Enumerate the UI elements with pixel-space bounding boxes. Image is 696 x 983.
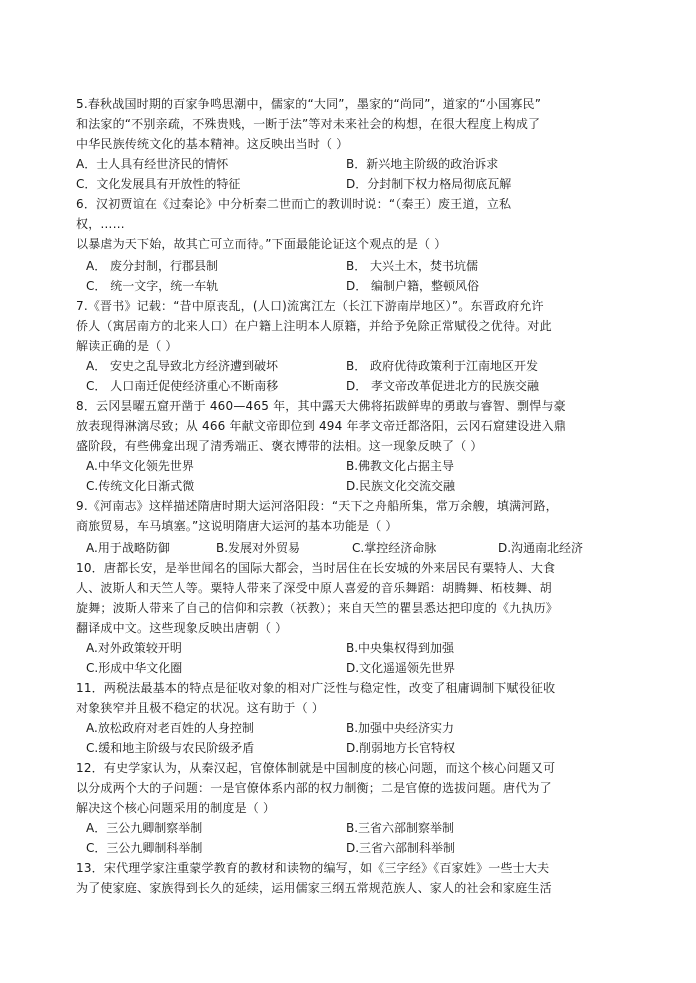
q11-option-d: D.削弱地方长官特权: [346, 741, 456, 755]
q6-option-c: C． 统一文字，统一车轨: [86, 279, 219, 293]
q10-line-3: 旋舞；波斯人带来了自己的信仰和宗教（祆教）；来自天竺的瞿昙悉达把印度的《九执历》: [76, 601, 559, 615]
q7-option-d: D． 孝文帝改革促进北方的民族交融: [346, 379, 540, 393]
q5-option-d: D．分封制下权力格局彻底瓦解: [346, 177, 512, 191]
q8-option-c: C.传统文化日渐式微: [86, 479, 195, 493]
q5-line-3: 中华民族传统文化的基本精神。这反映出当时（ ）: [76, 137, 349, 151]
q12-option-c: C．三公九卿制科举制: [86, 841, 203, 855]
q11-line-1: 11．两税法最基本的特点是征收对象的相对广泛性与稳定性，改变了租庸调制下赋役征收: [76, 681, 556, 695]
q13-line-2: 为了使家庭、家族得到长久的延续，运用儒家三纲五常规范族人、家人的社会和家庭生活: [76, 881, 552, 895]
q5-option-c: C．文化发展具有开放性的特征: [76, 177, 241, 191]
q10-option-c: C.形成中华文化圈: [86, 661, 183, 675]
q13-line-1: 13．宋代理学家注重蒙学教育的教材和读物的编写，如《三字经》《百家姓》一些士大夫: [76, 861, 550, 875]
q5-option-b: B．新兴地主阶级的政治诉求: [346, 157, 499, 171]
q9-line-2: 商旅贸易，车马填塞。”这说明隋唐大运河的基本功能是（ ）: [76, 519, 398, 533]
q12-option-b: B.三省六部制察举制: [346, 821, 455, 835]
q9-option-b: B.发展对外贸易: [216, 541, 301, 555]
q7-line-2: 侨人（寓居南方的北来人口）在户籍上注明本人原籍，并给予免除正常赋役之优待。对此: [76, 319, 552, 333]
q8-line-3: 盛阶段，有些佛龛出现了清秀端正、褒衣博带的法相。这一现象反映了（ ）: [76, 439, 483, 453]
q10-option-d: D.文化遥遥领先世界: [346, 661, 456, 675]
q12-line-2: 以分成两个大的子问题：一是官僚体系内部的权力制衡；二是官僚的选拔问题。唐代为了: [76, 781, 552, 795]
q10-line-4: 翻译成中文。这些现象反映出唐朝（ ）: [76, 621, 288, 635]
q7-option-c: C． 人口南迁促使经济重心不断南移: [86, 379, 279, 393]
q5-option-a: A．士人具有经世济民的情怀: [76, 157, 229, 171]
q12-line-3: 解决这个核心问题采用的制度是（ ）: [76, 801, 276, 815]
q7-option-a: A． 安史之乱导致北方经济遭到破坏: [86, 359, 279, 373]
q6-line-2: 权，……: [76, 217, 125, 231]
q6-option-d: D． 编制户籍，整顿风俗: [346, 279, 480, 293]
q8-line-1: 8．云冈昙曜五窟开凿于 460—465 年，其中露天大佛将拓跋鲜卑的勇敢与睿智、剽悍与豪: [76, 399, 566, 413]
q6-line-1: 6．汉初贾谊在《过秦论》中分析秦二世而亡的教训时说：“（秦王）废王道，立私: [76, 197, 512, 211]
q6-line-3: 以暴虐为天下始，故其亡可立而待。”下面最能论证这个观点的是（ ）: [76, 237, 447, 251]
q5-line-2: 和法家的“不别亲疏，不殊贵贱，一断于法”等对未来社会的构想，在很大程度上构成了: [76, 117, 541, 131]
q8-option-a: A.中华文化领先世界: [86, 459, 194, 473]
q11-line-2: 对象狭窄并且极不稳定的状况。这有助于（ ）: [76, 701, 325, 715]
q9-option-c: C.掌控经济命脉: [352, 541, 437, 555]
q9-option-d: D.沟通南北经济: [498, 541, 584, 555]
q12-line-1: 12．有史学家认为，从秦汉起，官僚体制就是中国制度的核心问题，而这个核心问题又可: [76, 761, 556, 775]
q11-option-c: C.缓和地主阶级与农民阶级矛盾: [86, 741, 255, 755]
q7-line-1: 7.《晋书》记载：“昔中原丧乱，(人口)流寓江左（长江下游南岸地区）”。东晋政府允许: [76, 299, 544, 313]
q9-line-1: 9.《河南志》这样描述隋唐时期大运河洛阳段：“天下之舟船所集，常万余艘，填满河路，: [76, 499, 558, 513]
q7-option-b: B． 政府优待政策利于江南地区开发: [346, 359, 539, 373]
q12-option-a: A．三公九卿制察举制: [86, 821, 203, 835]
q10-line-2: 人、波斯人和天竺人等。粟特人带来了深受中原人喜爱的音乐舞蹈：胡腾舞、柘枝舞、胡: [76, 581, 552, 595]
q9-option-a: A.用于战略防御: [86, 541, 170, 555]
q7-line-3: 解读正确的是（ ）: [76, 339, 178, 353]
q12-option-d: D.三省六部制科举制: [346, 841, 456, 855]
q10-option-b: B.中央集权得到加强: [346, 641, 455, 655]
q5-line-1: 5.春秋战国时期的百家争鸣思潮中，儒家的“大同”，墨家的“尚同”，道家的“小国寡民”: [76, 97, 542, 111]
q11-option-a: A.放松政府对老百姓的人身控制: [86, 721, 254, 735]
q8-option-d: D.民族文化交流交融: [346, 479, 456, 493]
q8-option-b: B.佛教文化占据主导: [346, 459, 455, 473]
q6-option-b: B． 大兴土木，焚书坑儒: [346, 259, 479, 273]
q8-line-2: 放表现得淋漓尽致；从 466 年献文帝即位到 494 年孝文帝迁都洛阳，云冈石窟建设进入鼎: [76, 419, 567, 433]
q10-option-a: A.对外政策较开明: [86, 641, 182, 655]
q10-line-1: 10．唐都长安，是举世闻名的国际大都会，当时居住在长安城的外来居民有粟特人、大食: [76, 561, 556, 575]
q6-option-a: A． 废分封制，行郡县制: [86, 259, 219, 273]
q11-option-b: B.加强中央经济实力: [346, 721, 455, 735]
